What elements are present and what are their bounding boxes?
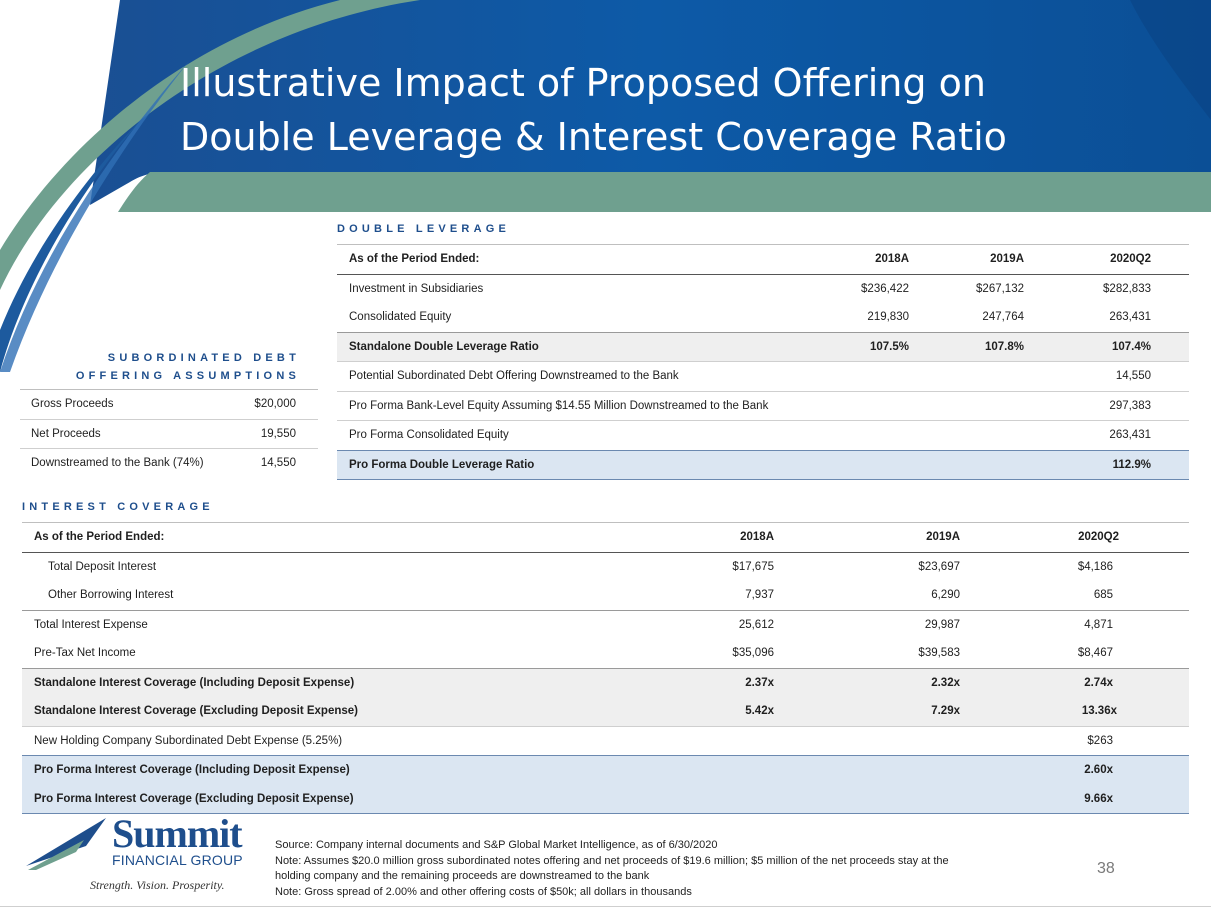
cell-2019: 7.29x xyxy=(774,697,960,726)
row-label: Gross Proceeds xyxy=(20,390,240,420)
cell-2020: 14,550 xyxy=(1032,362,1189,392)
cell-2020: $263 xyxy=(1087,734,1113,747)
cell-2019: 247,764 xyxy=(982,311,1024,324)
cell-2020: $282,833 xyxy=(1103,282,1151,295)
cell-2018 xyxy=(837,391,909,421)
cell-2020: $4,186 xyxy=(1077,560,1113,573)
table-row-proforma xyxy=(22,756,1189,785)
interest-coverage-table xyxy=(22,522,1189,814)
cell-2020: 107.4% xyxy=(1032,332,1189,362)
cell-2020: 685 xyxy=(1093,589,1113,602)
header-2020: 2020Q2 xyxy=(960,523,1189,553)
row-label: Pro Forma Double Leverage Ratio xyxy=(337,450,837,480)
cell-2019 xyxy=(774,756,960,785)
cell-2019: 2.32x xyxy=(774,668,960,697)
cell-2019 xyxy=(774,726,960,756)
table-row xyxy=(20,419,318,449)
title-line-2: Double Leverage & Interest Coverage Ratio xyxy=(180,115,1007,159)
table-row xyxy=(20,449,318,478)
table-row xyxy=(337,421,1189,451)
row-value: 19,550 xyxy=(240,419,318,449)
row-value: $20,000 xyxy=(240,390,318,420)
cell-2018 xyxy=(837,421,909,451)
table-row xyxy=(337,362,1189,392)
logo-name: Summit xyxy=(112,811,242,856)
cell-2018 xyxy=(602,785,774,814)
cell-2018: 5.42x xyxy=(602,697,774,726)
row-value: 14,550 xyxy=(260,457,296,470)
sub-debt-table xyxy=(20,389,318,478)
cell-2018: $35,096 xyxy=(732,647,774,660)
header-2018: 2018A xyxy=(837,245,909,275)
header-2019: 2019A xyxy=(774,523,960,553)
row-label: Pro Forma Interest Coverage (Including Deposit Expense) xyxy=(22,756,602,785)
row-label: Consolidated Equity xyxy=(349,311,452,324)
cell-2018: 2.37x xyxy=(602,668,774,697)
cell-2018: 7,937 xyxy=(745,589,774,602)
footnotes xyxy=(275,838,949,900)
table-row xyxy=(20,390,318,420)
logo-tagline: Strength. Vision. Prosperity. xyxy=(90,878,225,892)
cell-2020: 263,431 xyxy=(1109,429,1151,442)
table-row xyxy=(337,303,1189,332)
row-label: Pre-Tax Net Income xyxy=(34,647,136,660)
cell-2019: 107.8% xyxy=(909,332,1032,362)
title-line-1: Illustrative Impact of Proposed Offering on xyxy=(180,61,986,105)
header-label: As of the Period Ended: xyxy=(22,523,602,553)
cell-2019: $267,132 xyxy=(976,282,1024,295)
cell-2020: 4,871 xyxy=(960,610,1189,639)
sub-debt-label-line-1: SUBORDINATED DEBT xyxy=(107,352,300,364)
cell-2018: 25,612 xyxy=(602,610,774,639)
header-2018: 2018A xyxy=(602,523,774,553)
cell-2018: $17,675 xyxy=(732,560,774,573)
header-2019: 2019A xyxy=(909,245,1032,275)
logo-subname: FINANCIAL GROUP xyxy=(112,852,243,868)
header-label: As of the Period Ended: xyxy=(337,245,837,275)
row-label: Pro Forma Interest Coverage (Excluding Deposit Expense) xyxy=(22,785,602,814)
double-leverage-table xyxy=(337,244,1189,480)
logo-mountain-icon xyxy=(26,816,116,876)
header-2020: 2020Q2 xyxy=(1032,245,1189,275)
table-header-row xyxy=(22,523,1189,553)
cell-2019 xyxy=(909,362,1032,392)
cell-2018 xyxy=(837,362,909,392)
sub-debt-label xyxy=(20,349,300,385)
row-label: Standalone Interest Coverage (Including Deposit Expense) xyxy=(22,668,602,697)
source-note: Source: Company internal documents and S&P Global Market Intelligence, as of 6/30/2020 xyxy=(275,839,718,851)
cell-2019 xyxy=(909,391,1032,421)
table-row-highlight xyxy=(22,668,1189,697)
cell-2018 xyxy=(837,450,909,480)
cell-2018: $236,422 xyxy=(861,282,909,295)
cell-2020: 297,383 xyxy=(1032,391,1189,421)
note-1-line-1: Note: Assumes $20.0 million gross subordinated notes offering and net proceeds of $19.6 million; $5 million of the net proceeds stay at the xyxy=(275,854,949,867)
row-label: New Holding Company Subordinated Debt Expense (5.25%) xyxy=(34,734,343,747)
cell-2020: 263,431 xyxy=(1109,311,1151,324)
row-label: Net Proceeds xyxy=(20,419,240,449)
cell-2019: $39,583 xyxy=(918,647,960,660)
cell-2019: 29,987 xyxy=(774,610,960,639)
cell-2020: 2.60x xyxy=(960,756,1189,785)
cell-2020: 112.9% xyxy=(1032,450,1189,480)
page-title xyxy=(180,56,1080,164)
interest-coverage-label: INTEREST COVERAGE xyxy=(22,501,214,513)
table-row xyxy=(22,610,1189,639)
cell-2019 xyxy=(909,450,1032,480)
cell-2020: 13.36x xyxy=(960,697,1189,726)
row-label: Pro Forma Consolidated Equity xyxy=(349,429,509,442)
note-1-line-2: holding company and the remaining proceeds are downstreamed to the bank xyxy=(275,870,650,882)
row-label: Pro Forma Bank-Level Equity Assuming $14.55 Million Downstreamed to the Bank xyxy=(337,391,837,421)
table-row-highlight xyxy=(22,697,1189,726)
table-row xyxy=(22,726,1189,756)
summit-logo xyxy=(26,811,266,896)
cell-2019: 6,290 xyxy=(931,589,960,602)
row-label: Total Interest Expense xyxy=(22,610,602,639)
double-leverage-label: DOUBLE LEVERAGE xyxy=(337,223,511,235)
bottom-divider xyxy=(0,906,1211,907)
row-label: Downstreamed to the Bank (74%) xyxy=(31,457,204,470)
table-row xyxy=(22,639,1189,668)
row-label: Investment in Subsidiaries xyxy=(349,282,484,295)
cell-2020: 9.66x xyxy=(960,785,1189,814)
table-row xyxy=(337,391,1189,421)
cell-2020: $8,467 xyxy=(1077,647,1113,660)
sub-debt-label-line-2: OFFERING ASSUMPTIONS xyxy=(75,370,300,382)
table-row xyxy=(337,274,1189,303)
note-2: Note: Gross spread of 2.00% and other offering costs of $50k; all dollars in thousands xyxy=(275,885,692,898)
row-label: Standalone Interest Coverage (Excluding Deposit Expense) xyxy=(22,697,602,726)
row-label: Potential Subordinated Debt Offering Downstreamed to the Bank xyxy=(337,362,837,392)
page-number: 38 xyxy=(1097,860,1115,877)
cell-2020: 2.74x xyxy=(960,668,1189,697)
cell-2018: 107.5% xyxy=(837,332,909,362)
row-label: Standalone Double Leverage Ratio xyxy=(337,332,837,362)
row-label: Other Borrowing Interest xyxy=(48,589,174,602)
table-row xyxy=(22,552,1189,581)
cell-2019: $23,697 xyxy=(918,560,960,573)
row-label: Total Deposit Interest xyxy=(48,560,157,573)
table-row-highlight xyxy=(337,332,1189,362)
cell-2018 xyxy=(602,726,774,756)
cell-2018: 219,830 xyxy=(867,311,909,324)
cell-2018 xyxy=(602,756,774,785)
table-row-proforma xyxy=(337,450,1189,480)
cell-2019 xyxy=(909,421,1032,451)
cell-2019 xyxy=(774,785,960,814)
table-header-row xyxy=(337,245,1189,275)
table-row xyxy=(22,581,1189,610)
